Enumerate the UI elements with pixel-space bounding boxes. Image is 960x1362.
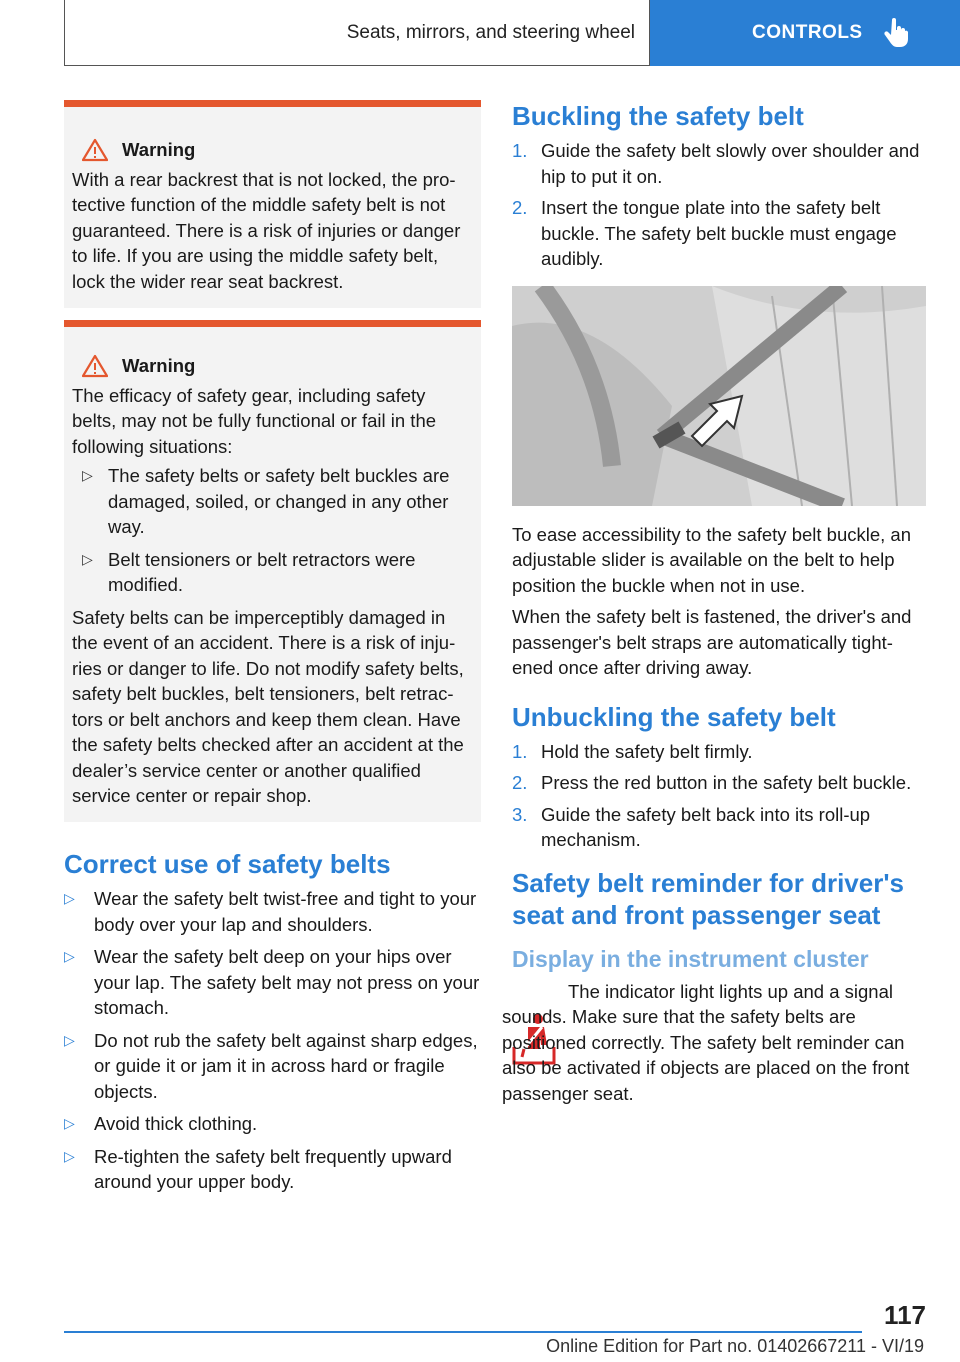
step-item: 1. Hold the safety belt firmly. bbox=[512, 740, 753, 762]
section-heading: Unbuckling the safety belt bbox=[512, 701, 836, 732]
list-item: ▷ Re-tighten the safety belt frequently upward around your upper body. bbox=[64, 1145, 452, 1192]
step-item: 2. Insert the tongue plate into the safety belt buckle. The safety belt buckle must engage audibly. bbox=[512, 197, 897, 269]
indicator-block bbox=[502, 979, 926, 1113]
subsection-heading: Display in the instrument cluster bbox=[512, 945, 869, 972]
triangle-bullet-icon: ▷ bbox=[64, 1147, 75, 1164]
triangle-bullet-icon: ▷ bbox=[64, 948, 75, 964]
triangle-bullet-icon: ▷ bbox=[64, 1031, 75, 1048]
triangle-bullet-icon: ▷ bbox=[82, 467, 93, 483]
footer-edition: Online Edition for Part no. 01402667211 - VI/19 bbox=[546, 1336, 924, 1356]
list-item: ▷ Avoid thick clothing. bbox=[64, 1111, 481, 1137]
paragraph: When the safety belt is fastened, the driver's and passenger's belt straps are automatically tight-ened once after driving away. bbox=[512, 606, 912, 678]
buckling-steps bbox=[512, 138, 926, 272]
correct-use-list bbox=[64, 886, 481, 1195]
seat-belt-buckle-photo bbox=[512, 286, 926, 506]
section-heading: Safety belt reminder for driver's seat and front passenger seat bbox=[512, 867, 904, 930]
warning-title: Warning bbox=[82, 137, 473, 163]
right-column bbox=[502, 100, 926, 1112]
section-title: Seats, mirrors, and steering wheel bbox=[64, 0, 650, 66]
step-item: 2. Press the red button in the safety belt buckle. bbox=[512, 772, 912, 793]
warning-text: Safety belts can be imperceptibly damaged in the event of an accident. There is a risk of inju-ries or danger to life. Do not modify safety belts, safety belt buckles, belt tensioners, belt retrac-tors or belt anchors and keep them clean. Have the safety belts checked after an accident at the dealer’s service center or another qualified service center or repair shop. bbox=[72, 606, 464, 806]
list-item: ▷ The safety belts or safety belt buckles are damaged, soiled, or changed in any other way. bbox=[82, 465, 450, 537]
footer-divider bbox=[64, 1331, 862, 1333]
triangle-bullet-icon: ▷ bbox=[64, 890, 75, 906]
controls-tab[interactable] bbox=[650, 0, 960, 66]
indicator-text: The indicator light lights up and a signal sounds. Make sure that the safety belts are positioned correctly. The safety belt reminder can also be activated if objects are placed on the front passenger seat. bbox=[502, 980, 910, 1104]
paragraph: To ease accessibility to the safety belt buckle, an adjustable slider is available on the belt to help position the buckle when not in use. bbox=[512, 523, 911, 596]
controls-tab-label: CONTROLS bbox=[752, 22, 863, 43]
list-item: ▷ Do not rub the safety belt against sharp edges, or guide it or jam it in across hard or fragile objects. bbox=[64, 1029, 478, 1102]
section-heading: Buckling the safety belt bbox=[512, 101, 804, 131]
warning-list bbox=[72, 463, 473, 598]
page-number: 117 bbox=[884, 1300, 926, 1330]
list-item: ▷ Wear the safety belt deep on your hips over your lap. The safety belt may not press on your stomach. bbox=[64, 946, 480, 1018]
left-column bbox=[64, 100, 481, 1202]
warning-triangle-icon bbox=[82, 138, 108, 162]
seat-belt-illustration bbox=[512, 286, 926, 506]
unbuckling-steps bbox=[512, 739, 926, 853]
step-item: 3. Guide the safety belt back into its roll-up mechanism. bbox=[512, 803, 871, 850]
triangle-bullet-icon: ▷ bbox=[82, 550, 93, 567]
page-header bbox=[64, 0, 960, 66]
warning-intro: The efficacy of safety gear, including safety belts, may not be fully functional or fail in the following situations: bbox=[72, 384, 437, 457]
warning-box bbox=[64, 100, 481, 308]
section-heading: Correct use of safety belts bbox=[64, 849, 391, 879]
step-item: 1. Guide the safety belt slowly over shoulder and hip to put it on. bbox=[512, 140, 920, 187]
warning-box bbox=[64, 320, 481, 822]
list-item: ▷ Belt tensioners or belt retractors were modified. bbox=[82, 548, 416, 595]
triangle-bullet-icon: ▷ bbox=[64, 1115, 75, 1131]
pointing-hand-icon bbox=[883, 18, 909, 48]
list-item: ▷ Wear the safety belt twist-free and tight to your body over your lap and shoulders. bbox=[64, 888, 477, 935]
warning-text: With a rear backrest that is not locked, the pro-tective function of the middle safety belt is not guaranteed. There is a risk of injuries or danger to life. If you are using the middle safety belt, lock the wider rear seat backrest. bbox=[72, 168, 461, 292]
warning-title: Warning bbox=[82, 353, 473, 379]
warning-triangle-icon bbox=[82, 354, 108, 378]
